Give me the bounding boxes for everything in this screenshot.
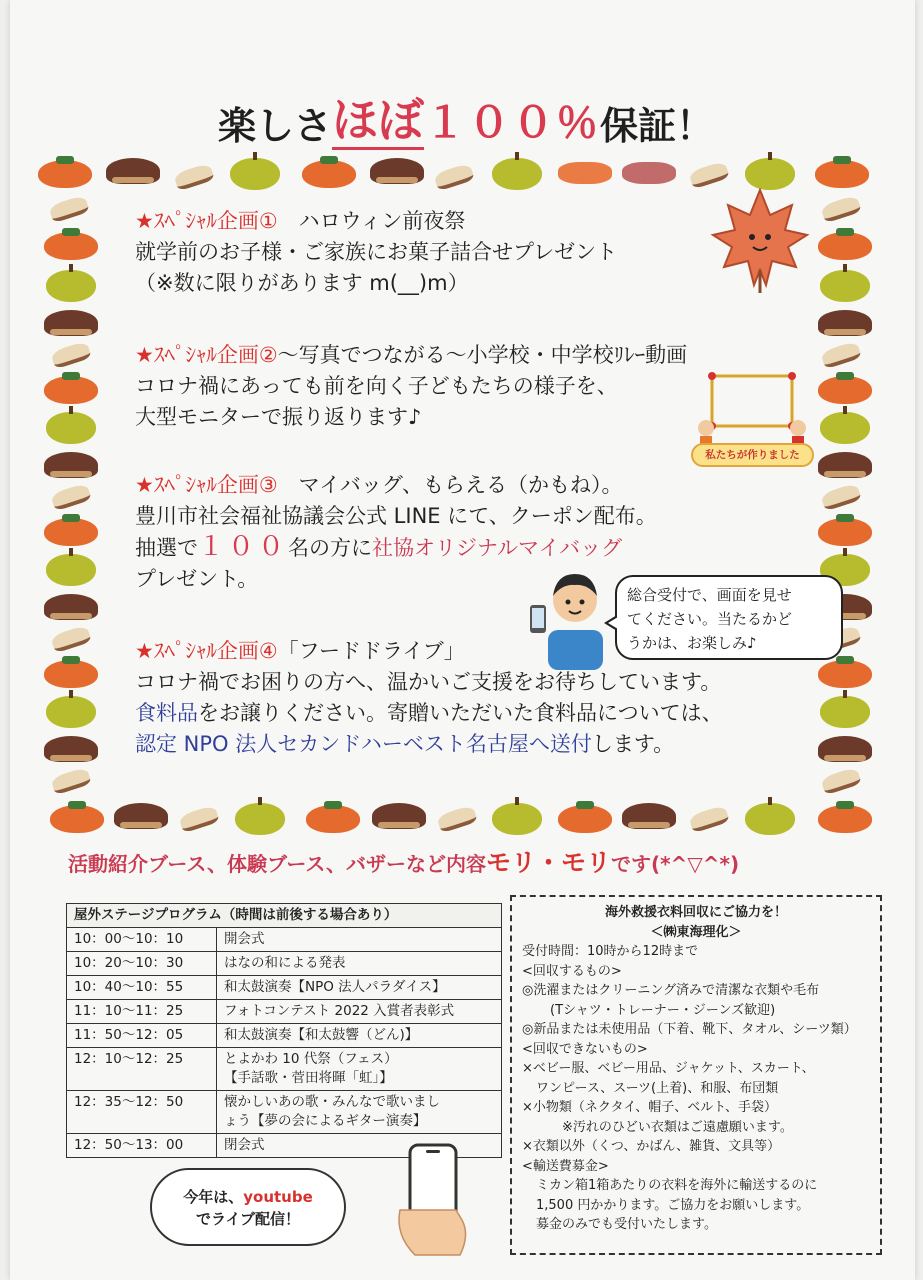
persimmon-icon [44,376,98,404]
mushroom-icon [50,483,92,512]
program-event: 開会式 [217,928,502,952]
mushroom-icon [820,195,862,224]
donation-line: <回収できないもの> [522,1041,648,1057]
donation-line: 1,500 円かかります。ご協力をお願いします。 [536,1197,810,1213]
special-3-line-2-pre: 抽選で [135,536,198,560]
mushroom-icon [820,483,862,512]
persimmon-icon [44,518,98,546]
program-event-line-2: ょう【夢の会によるギター演奏】 [224,1113,427,1129]
apple-icon [46,554,96,586]
chestnut-icon [818,310,872,336]
mushroom-icon [436,805,478,834]
special-4-line-2: をお譲りください。寄贈いただいた食料品については、 [198,701,723,725]
maple-leaf-icon [710,185,810,295]
special-1-heading: ★ｽﾍﾟｼｬﾙ企画① [135,209,278,233]
chestnut-icon [622,803,676,829]
donation-line: <輸送費募金> [522,1158,609,1174]
table-row [67,1091,502,1134]
mushroom-icon [50,341,92,370]
persimmon-icon [44,660,98,688]
donation-line: ×ベビー服、ベビー用品、ジャケット、スカート、 [522,1061,815,1076]
special-3-heading: ★ｽﾍﾟｼｬﾙ企画③ [135,473,278,497]
illustration-caption: 私たちが作りました [705,449,800,461]
chestnut-icon [44,452,98,478]
special-4-npo: 認定 NPO 法人セカンドハーベスト名古屋へ送付 [135,732,592,756]
program-header: 屋外ステージプログラム（時間は前後する場合あり） [67,904,502,928]
donation-line: (Tシャツ・トレーナー・ジーンズ歓迎) [550,1002,776,1018]
donation-line: ワンピース、スーツ(上着)、和服、布団類 [536,1080,779,1096]
booth-line [68,843,739,879]
special-3-bag: 社協オリジナルマイバッグ [372,536,623,560]
persimmon-slice-icon [558,162,612,184]
apple-icon [492,158,542,190]
program-time: 10：00～10：10 [67,928,217,952]
program-event: 和太鼓演奏【NPO 法人パラダイス】 [217,976,502,1000]
donation-line: ◎洗濯またはクリーニング済みで清潔な衣類や毛布 [522,983,820,998]
mushroom-icon [178,805,220,834]
donation-company: ＜㈱東海理化＞ [650,924,742,940]
special-1-line-1: 就学前のお子様・ご家族にお菓子詰合せプレゼント [135,240,618,264]
program-event: フォトコンテスト 2022 入賞者表彰式 [217,1000,502,1024]
table-row [67,928,502,952]
program-event: 和太鼓演奏【和太鼓響（どん)】 [217,1024,502,1048]
special-1 [135,206,617,299]
program-time: 12：35～12：50 [67,1091,217,1134]
program-event [217,1091,502,1134]
chestnut-icon [370,158,424,184]
flyer-sheet [10,0,915,1280]
chestnut-icon [818,736,872,762]
mushroom-icon [820,341,862,370]
table-row [67,1048,502,1091]
special-4 [135,636,723,760]
persimmon-icon [50,805,104,833]
chestnut-icon [44,310,98,336]
special-2-line-2: 大型モニターで振り返ります♪ [135,405,422,429]
title-part2: ほぼ [332,93,424,150]
chestnut-icon [372,803,426,829]
table-row [67,1000,502,1024]
program-event-line-1: とよかわ 10 代祭（フェス） [224,1051,398,1067]
special-2-line-1: コロナ禍にあっても前を向く子どもたちの様子を、 [135,374,618,398]
mushroom-icon [50,767,92,796]
special-4-subtitle: 「フードドライブ」 [277,639,465,663]
chestnut-icon [44,594,98,620]
special-1-line-2: （※数に限りがあります m(__)m） [135,271,469,295]
mushroom-icon [173,163,215,192]
persimmon-icon [38,160,92,188]
mushroom-icon [688,805,730,834]
special-3-line-2-mid: 名の方に [288,536,373,560]
program-time: 12：10～12：25 [67,1048,217,1091]
title-part3: １００％ [424,98,601,147]
special-2-subtitle: ～写真でつながる～小学校・中学校ﾘﾚｰ動画 [277,343,688,367]
special-4-food: 食料品 [135,701,198,725]
program-event-line-2: 【手話歌・菅田将暉「虹」】 [224,1070,393,1086]
donation-line: 受付時間：10時から12時まで [522,944,699,959]
chestnut-icon [44,736,98,762]
apple-icon [492,803,542,835]
program-time: 10：20～10：30 [67,952,217,976]
grain-icon [622,162,676,184]
chestnut-icon [114,803,168,829]
special-1-subtitle: ハロウィン前夜祭 [277,209,466,233]
table-row [67,976,502,1000]
booth-end: です(*^▽^*) [611,852,740,876]
bubble-line-3: うかは、お楽しみ♪ [627,634,757,652]
cloud-pre: 今年は、 [183,1188,244,1206]
persimmon-icon [818,805,872,833]
donation-line: ×衣類以外（くつ、かばん、雑貨、文具等） [522,1139,781,1154]
donation-title: 海外救援衣料回収にご協力を！ [604,905,787,920]
chestnut-icon [818,452,872,478]
apple-icon [745,803,795,835]
persimmon-icon [306,805,360,833]
program-event: 閉会式 [217,1134,502,1158]
special-4-line-3: します。 [591,732,675,756]
persimmon-icon [815,160,869,188]
apple-icon [235,803,285,835]
donation-line: ◎新品または未使用品（下着、靴下、タオル、シーツ類） [522,1022,857,1037]
persimmon-icon [818,376,872,404]
special-3-line-3: プレゼント。 [135,567,259,591]
donation-line: <回収するもの> [522,963,622,979]
title-part4: 保証！ [600,104,715,148]
page-title [218,84,738,148]
apple-icon [46,696,96,728]
special-4-heading: ★ｽﾍﾟｼｬﾙ企画④ [135,639,278,663]
program-time: 11：10～11：25 [67,1000,217,1024]
stage-program-table [66,903,502,1158]
apple-icon [820,270,870,302]
livestream-cloud [150,1168,346,1246]
kids-frame-illustration [690,370,815,470]
chestnut-icon [106,158,160,184]
apple-icon [230,158,280,190]
apple-icon [46,412,96,444]
mushroom-icon [433,163,475,192]
apple-icon [820,696,870,728]
program-event [217,1048,502,1091]
booth-mori: モリ・モリ [486,848,612,877]
program-time: 11：50～12：05 [67,1024,217,1048]
table-row [67,1024,502,1048]
special-4-line-1: コロナ禍でお困りの方へ、温かいご支援をお待ちしています。 [135,670,722,694]
special-2 [135,340,687,433]
program-time: 10：40～10：55 [67,976,217,1000]
special-3-line-1: 豊川市社会福祉協議会公式 LINE にて、クーポン配布。 [135,504,657,528]
donation-line: ×小物類（ネクタイ、帽子、ベルト、手袋） [522,1100,778,1115]
persimmon-icon [818,518,872,546]
persimmon-icon [558,805,612,833]
special-3-count: １００ [198,532,289,562]
persimmon-icon [818,232,872,260]
apple-icon [46,270,96,302]
program-event-line-1: 懐かしいあの歌・みんなで歌いまし [224,1094,440,1110]
apple-icon [820,412,870,444]
donation-line: 募金のみでも受付いたします。 [536,1217,717,1232]
booth-text: 活動紹介ブース、体験ブース、バザーなど内容 [68,852,486,876]
mushroom-icon [50,625,92,654]
title-part1: 楽しさ [218,104,333,148]
mushroom-icon [820,767,862,796]
program-time: 12：50～13：00 [67,1134,217,1158]
cloud-youtube: youtube [243,1188,313,1206]
persimmon-icon [818,660,872,688]
smartphone-hand-icon [380,1140,490,1260]
persimmon-icon [302,160,356,188]
donation-line: ミカン箱1箱あたりの衣料を海外に輸送するのに [536,1178,818,1193]
bubble-line-1: 総合受付で、画面を見せ [627,586,792,604]
special-2-heading: ★ｽﾍﾟｼｬﾙ企画② [135,343,278,367]
table-row [67,952,502,976]
clothing-donation-box [510,895,882,1255]
bubble-line-2: てください。当たるかど [627,610,793,628]
mushroom-icon [48,195,90,224]
special-3-subtitle: マイバッグ、もらえる（かもね）。 [277,473,623,497]
donation-line: ※汚れのひどい衣類はご遠慮願います。 [562,1119,793,1135]
program-event: はなの和による発表 [217,952,502,976]
cloud-line-2: でライブ配信！ [195,1210,301,1228]
persimmon-icon [44,232,98,260]
